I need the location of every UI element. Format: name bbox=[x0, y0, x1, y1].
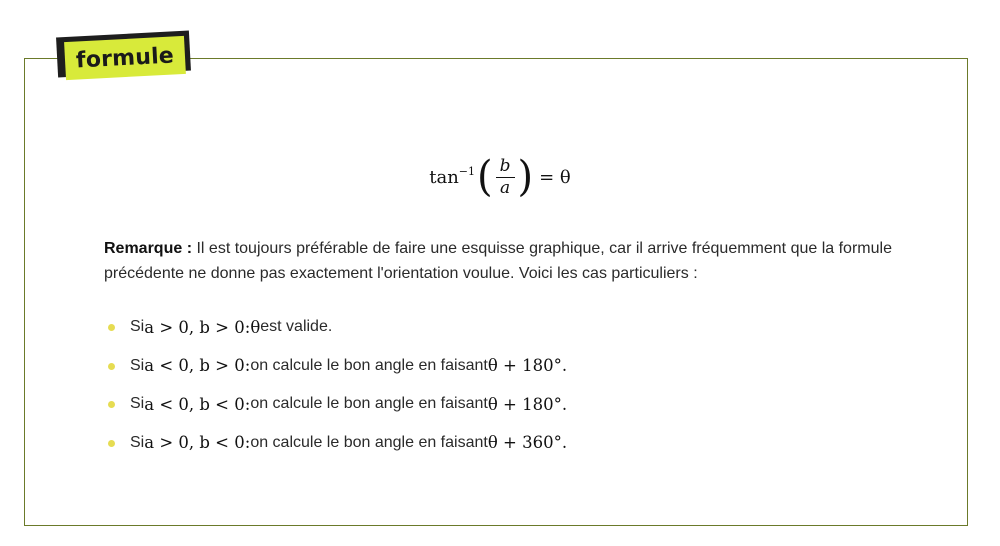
case-prefix: Si bbox=[130, 356, 145, 374]
remark-paragraph bbox=[104, 236, 904, 286]
bullet-icon bbox=[108, 440, 115, 447]
tag-label: formule bbox=[75, 42, 175, 74]
formula-exponent: −1 bbox=[458, 164, 476, 178]
tag-face bbox=[64, 36, 186, 80]
case-separator: : bbox=[244, 317, 251, 337]
case-separator: : bbox=[244, 356, 251, 376]
formula-fraction bbox=[496, 155, 515, 198]
case-condition: a > 0, b > 0 bbox=[144, 317, 245, 337]
bullet-icon bbox=[108, 401, 115, 408]
case-item bbox=[104, 424, 567, 463]
case-separator: : bbox=[244, 433, 251, 453]
case-math-end: θ + 180°. bbox=[487, 356, 568, 376]
case-condition: a < 0, b > 0 bbox=[144, 356, 245, 376]
arctan-formula bbox=[0, 152, 1000, 202]
fraction-denominator: a bbox=[500, 177, 511, 198]
cases-list bbox=[104, 308, 567, 462]
bullet-icon bbox=[108, 324, 115, 331]
case-prefix: Si bbox=[130, 433, 145, 451]
case-prefix: Si bbox=[130, 395, 145, 413]
case-text: on calcule le bon angle en faisant bbox=[250, 395, 488, 413]
case-math-end: θ + 180°. bbox=[487, 394, 568, 414]
right-paren: ) bbox=[517, 152, 534, 202]
formula-rhs: = θ bbox=[539, 166, 571, 188]
case-item bbox=[104, 347, 567, 386]
case-separator: : bbox=[244, 394, 251, 414]
case-text: est valide. bbox=[260, 318, 333, 336]
fraction-numerator: b bbox=[496, 158, 515, 178]
case-math-end: θ + 360°. bbox=[487, 433, 568, 453]
formula-function: tan bbox=[429, 166, 459, 188]
remark-text: Il est toujours préférable de faire une esquisse graphique, car il arrive fréquemment que la formule précédente ne donne pas exactement l'orientation voulue. Voici les cas particuliers : bbox=[104, 240, 892, 282]
case-item bbox=[104, 308, 567, 347]
case-condition: a < 0, b < 0 bbox=[144, 394, 245, 414]
remark-label: Remarque : bbox=[104, 240, 193, 257]
bullet-icon bbox=[108, 363, 115, 370]
formula-tag bbox=[57, 34, 190, 82]
case-condition: a > 0, b < 0 bbox=[144, 433, 245, 453]
case-math-start: θ bbox=[250, 317, 261, 337]
case-text: on calcule le bon angle en faisant bbox=[250, 433, 488, 451]
case-prefix: Si bbox=[130, 318, 145, 336]
case-text: on calcule le bon angle en faisant bbox=[250, 356, 488, 374]
left-paren: ( bbox=[477, 152, 493, 202]
case-item bbox=[104, 385, 567, 424]
